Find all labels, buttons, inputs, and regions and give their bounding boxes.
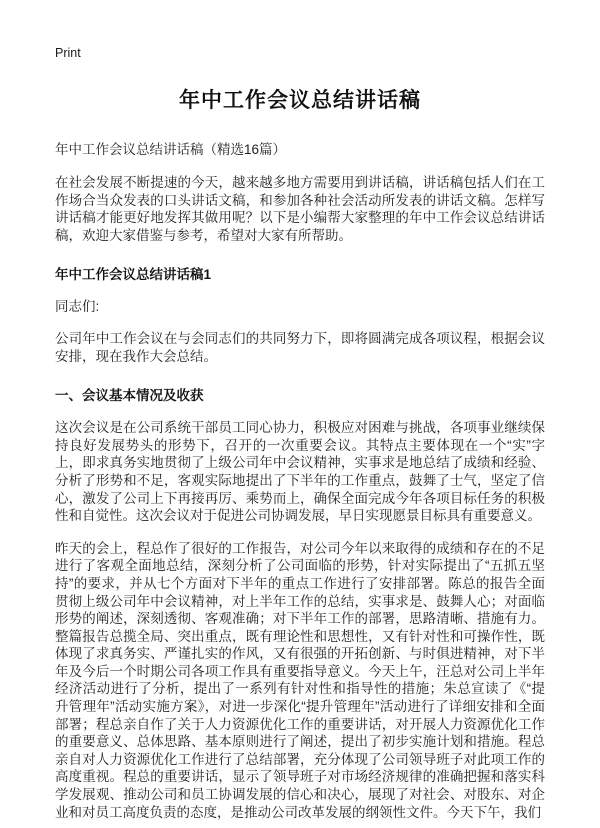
document-subtitle: 年中工作会议总结讲话稿（精选16篇）: [55, 142, 287, 157]
page-title: 年中工作会议总结讲话稿: [179, 89, 421, 112]
intro-paragraph: 在社会发展不断提速的今天，越来越多地方需要用到讲话稿，讲话稿包括人们在工作场合当众发表的口头讲话文稿，和参加各种社会活动所发表的讲话文稿。怎样写讲话稿才能更好地发挥其做用呢？以下是小编帮大家整理的年中工作会议总结讲话稿，欢迎大家借鉴与参考，希望对大家有所帮助。: [55, 175, 545, 243]
section-heading-1: 一、会议基本情况及收获: [55, 388, 204, 404]
print-button[interactable]: Print: [55, 46, 81, 60]
article-heading-1: 年中工作会议总结讲话稿1: [55, 267, 212, 283]
opening-paragraph: 公司年中工作会议在与会同志们的共同努力下，即将圆满完成各项议程，根据会议安排，现在我作大会总结。: [55, 330, 545, 364]
section1-paragraph-1: 这次会议是在公司系统干部员工同心协力，积极应对困难与挑战，各项事业继续保持良好发展势头的形势下，召开的一次重要会议。其特点主要体现在一个“实”字上，即求真务实地贯彻了上级公司年中会议精神，实事求是地总结了成绩和经验、分析了形势和不足，客观实际地提出了下半年的工作重点，鼓舞了士气，坚定了信心，激发了公司上下再接再厉、乘势而上，确保全面完成今年各项目标任务的积极性和自觉性。这次会议对于促进公司协调发展，早日实现愿景目标具有重要意义。: [55, 420, 545, 524]
salutation: 同志们:: [55, 299, 100, 315]
section1-paragraph-2: 昨天的会上，程总作了很好的工作报告，对公司今年以来取得的成绩和存在的不足进行了客观全面地总结，深刻分析了公司面临的形势，针对实际提出了“五抓五坚持”的要求，并从七个方面对下半年的重点工作进行了安排部署。陈总的报告全面贯彻上级公司年中会议精神，对上半年工作的总结，实事求是、鼓舞人心；对面临形势的阐述，深刻透彻、客观准确；对下半年工作的部署，思路清晰、措施有力。整篇报告总揽全局、突出重点，既有理论性和思想性，又有针对性和可操作性，既体现了求真务实、严谨扎实的作风，又有很强的开拓创新、与时俱进精神，对下半年及今后一个时期公司各项工作具有重要指导意义。今天上午，汪总对公司上半年经济活动进行了分析，提出了一系列有针对性和指导性的措施；朱总宣读了《“提升管理年”活动实施方案》，对进一步深化“提升管理年”活动进行了详细安排和全面部署；程总亲自作了关于人力资源优化工作的重要讲话，对开展人力资源优化工作的重要意义、总体思路、基本原则进行了阐述，提出了初步实施计划和措施。程总亲自对人力资源优化工作进行了总结部署，充分体现了公司领导班子对此项工作的高度重视。程总的重要讲话，显示了领导班子对市场经济规律的准确把握和落实科学发展观、推动公司和员工协调发展的信心和决心，展现了对社会、对股东、对企业和对员工高度负责的态度，是推动公司改革发展的纲领性文件。今天下午，我们: [55, 540, 545, 820]
